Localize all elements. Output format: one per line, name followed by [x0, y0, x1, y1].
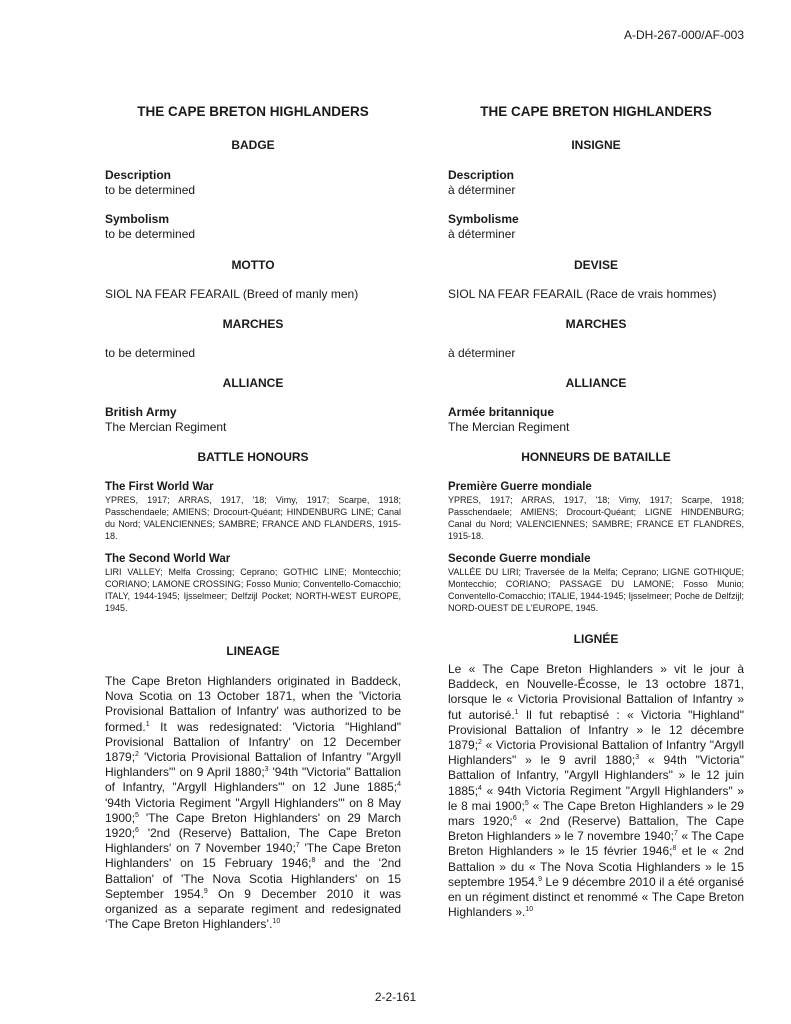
ww1-label: Première Guerre mondiale — [448, 481, 592, 493]
ww2-honours: LIRI VALLEY; Melfa Crossing; Ceprano; GOTHIC LINE; Montecchio; CORIANO; LAMONE CROSSING; Fosso Munio; Conventello-Comacchio; ITALY, 1944-1945; Ijsselmeer; Delfzijl Pocket; NORTH-WEST EUROPE, 1945. — [105, 567, 401, 613]
marches-value: to be determined — [105, 346, 196, 360]
battle-honours-heading: HONNEURS DE BATAILLE — [521, 450, 671, 464]
battle-honours-heading: BATTLE HONOURS — [197, 450, 309, 464]
alliance-value: The Mercian Regiment — [105, 420, 227, 434]
badge-heading: INSIGNE — [571, 138, 621, 152]
regiment-title: THE CAPE BRETON HIGHLANDERS — [137, 104, 369, 119]
motto-heading: DEVISE — [573, 258, 618, 272]
ww2-label: Seconde Guerre mondiale — [448, 553, 591, 565]
marches-heading: MARCHES — [565, 317, 627, 331]
alliance-heading: ALLIANCE — [222, 376, 284, 390]
symbolism-value: à déterminer — [448, 227, 516, 241]
alliance-label: British Army — [105, 405, 177, 419]
alliance-label: Armée britannique — [448, 405, 555, 419]
symbolism-value: to be determined — [105, 227, 196, 241]
lineage-paragraph: Le « The Cape Breton Highlanders » vit le jour à Baddeck, en Nouvelle-Écosse, le 13 octobre 1871, lorsque le « Victoria Provisional Battalion of Infantry » fut autorisé.$^1$ Il fut rebaptisé : « Victoria "Highland" Provisional Battalion of Infantry » le 12 décembre 1879;$^2$ « Victoria Provisional Battalion of Infantry "Argyll Highlanders" » le 9 avril 1880;$^3$ « 94th "Victoria" Battalion of Infantry, "Argyll Highlanders" » le 12 juin 1885;$^4$ « 94th Victoria Regiment "Argyll Highlanders" » le 8 mai 1900;$^5$ « The Cape Breton Highlanders » le 29 mars 1920;$^6$ « 2nd (Reserve) Battalion, The Cape Breton Highlanders » le 7 novembre 1940;$^7$ « The Cape Breton Highlanders » le 15 février 1946;$^8$ et le « 2nd Battalion » du « The Nova Scotia Highlanders » le 15 septembre 1954.$^9$ Le 9 décembre 2010 il a été organisé en un régiment distinct et renommé « The Cape Breton Highlanders ».$^{10}$ — [448, 662, 745, 920]
ww1-label: The First World War — [105, 481, 214, 493]
marches-value: à déterminer — [448, 346, 516, 360]
description-label: Description — [448, 168, 515, 182]
symbolism-label: Symbolisme — [448, 212, 519, 226]
motto-value: SIOL NA FEAR FEARAIL (Breed of manly men) — [105, 287, 359, 301]
marches-heading: MARCHES — [222, 317, 284, 331]
page-number: 2-2-161 — [374, 990, 417, 1004]
english-column — [105, 104, 401, 932]
alliance-heading: ALLIANCE — [565, 376, 627, 390]
lineage-heading: LINEAGE — [226, 644, 280, 658]
lineage-heading: LIGNÉE — [573, 632, 619, 646]
ww1-honours: YPRES, 1917; ARRAS, 1917, '18; Vimy, 1917; Scarpe, 1918; Passchendaele; AMIENS; Drocourt-Quéant; HINDENBURG LINE; Canal du Nord; VALENCIENNES; SAMBRE; FRANCE AND FLANDERS, 1915-18. — [105, 495, 401, 541]
ww2-honours: VALLÉE DU LIRI; Traversée de la Melfa; Ceprano; LIGNE GOTHIQUE; Montecchio; CORIANO; PASSAGE DU LAMONE; Fosso Munio; Conventello-Comacchio; ITALIE, 1944-1945; Ijsselmeer; Poche de Delfzijl; NORD-OUEST DE L'EUROPE, 1945. — [448, 567, 744, 613]
ww2-label: The Second World War — [105, 553, 231, 565]
french-column — [448, 104, 744, 920]
description-label: Description — [105, 168, 172, 182]
description-value: à déterminer — [448, 183, 516, 197]
badge-heading: BADGE — [231, 138, 275, 152]
motto-value: SIOL NA FEAR FEARAIL (Race de vrais hommes) — [448, 287, 717, 301]
document-reference: A-DH-267-000/AF-003 — [623, 28, 744, 42]
description-value: to be determined — [105, 183, 196, 197]
regiment-title: THE CAPE BRETON HIGHLANDERS — [480, 104, 712, 119]
ww1-honours: YPRES, 1917; ARRAS, 1917, '18; Vimy, 1917; Scarpe, 1918; Passchendaele; AMIENS; Drocourt-Quéant; LIGNE HINDENBURG; Canal du Nord; VALENCIENNES; SAMBRE; FRANCE ET FLANDRES, 1915-18. — [448, 495, 744, 541]
symbolism-label: Symbolism — [105, 212, 170, 226]
lineage-paragraph: The Cape Breton Highlanders originated in Baddeck, Nova Scotia on 13 October 1871, when the 'Victoria Provisional Battalion of Infantry' was authorized to be formed.$^1$ It was redesignated: 'Victoria "Highland" Provisional Battalion of Infantry' on 12 December 1879;$^2$ 'Victoria Provisional Battalion of Infantry "Argyll Highlanders"' on 9 April 1880;$^3$ '94th "Victoria" Battalion of Infantry, "Argyll Highlanders"' on 12 June 1885;$^4$ '94th Victoria Regiment "Argyll Highlanders"' on 8 May 1900;$^5$ 'The Cape Breton Highlanders' on 29 March 1920;$^6$ '2nd (Reserve) Battalion, The Cape Breton Highlanders' on 7 November 1940;$^7$ 'The Cape Breton Highlanders' on 15 February 1946;$^8$ and the '2nd Battalion' of 'The Nova Scotia Highlanders' on 15 September 1954.$^9$ On 9 December 2010 it was organized as a separate regiment and redesignated ‘The Cape Breton Highlanders’.$^{10}$ — [105, 674, 402, 932]
motto-heading: MOTTO — [231, 258, 275, 272]
alliance-value: The Mercian Regiment — [448, 420, 570, 434]
